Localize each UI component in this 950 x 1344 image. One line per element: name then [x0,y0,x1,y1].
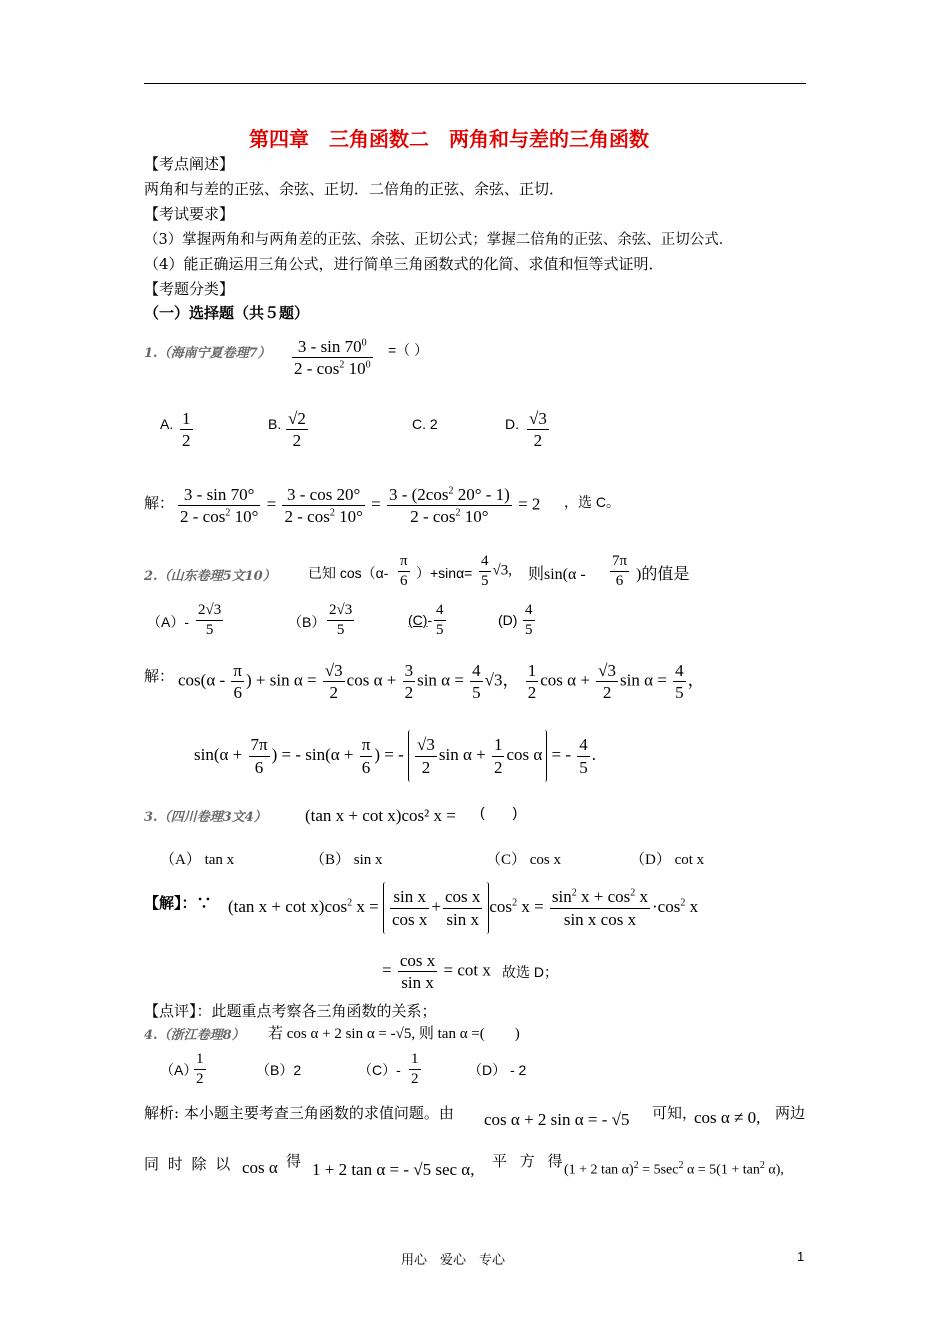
q2-stem-frac-7pi6: $\frac{7\pi}{6}$ [612,553,628,589]
chapter-title: 第四章 三角函数二 两角和与差的三角函数 [249,127,649,151]
q2-option-c: (C)- [408,612,433,628]
q1-option-a-value: $\frac{1}{2}$ [182,409,191,451]
yaoqiu-3: （3）掌握两角和与两角差的正弦、余弦、正切公式；掌握二倍角的正弦、余弦、正切公式． [144,232,734,248]
q2-stem-4: )的值是 [636,566,690,583]
q1-option-c: C. 2 [412,416,438,432]
q2-option-c-value: $\frac{4}{5}$ [436,602,444,638]
q2-stem-frac-pi6: $\frac{\pi}{6}$ [400,553,408,589]
q4-analysis-1c: 两边 [775,1104,806,1122]
q2-option-a: （A）- [147,614,189,630]
q2-head: 2.（山东卷理5文10） [144,569,276,584]
q1-head: 1.（海南宁夏卷理7） [144,346,271,361]
q3-conclude: 故选 D； [502,964,558,980]
header-rule [144,83,806,84]
q1-solution-math: $\frac{3 - \sin 70^\circ}{2 - \cos^2 10^\circ}$ = $\frac{3 - \cos 20^\circ}{2 - \cos^2 10^\circ}$ = $\frac{3 - (2\cos^2 20^\circ - 1)}{2 - \cos^2 10^\circ}$ = 2 [180,485,541,527]
q4-option-a-value: $\frac{1}{2}$ [196,1051,204,1087]
q1-solution-tail: ，选 C。 [564,494,620,510]
q3-head: 3.（四川卷理3文4） [144,810,267,825]
q4-option-b: （B）2 [256,1062,302,1078]
q4-analysis-2b: 得 [286,1152,302,1170]
q2-stem-3: 则sin(α - [528,566,586,583]
q4-analysis-math-3: cos α [242,1158,278,1177]
q4-option-c: （C）- [358,1062,401,1078]
page-number: 1 [797,1249,805,1264]
q1-option-a: A. [160,416,174,432]
q1-option-d-value: $\frac{√3}{2}$ [529,409,547,451]
q2-solution-line1: cos(α - $\frac{\pi}{6}$ ) + sin α = $\frac{√3}{2}$ cos α + $\frac{3}{2}$ sin α = $\frac{4}{5}$ √3， $\frac{1}{2}$ cos α + $\frac{√3}{2}$ sin α = $\frac{4}{5}$ ， [178,661,705,703]
q3-comment: 【点评】：此题重点考察各三角函数的关系； [144,1002,437,1020]
q4-analysis-math-4: 1 + 2 tan α = - √5 sec α, [312,1160,475,1179]
section-yaoqiu: 【考试要求】 [144,205,235,223]
section-fenlei: 【考题分类】 [144,280,235,298]
q3-solution-line2: = $\frac{\text{cos x}}{\text{sin x}}$ = cot x [382,951,491,993]
part1-heading: （一）选择题（共５题） [144,305,310,322]
q2-solution-label: 解： [144,667,175,685]
q2-stem-1: 已知 cos（α- [308,565,389,581]
q2-option-d-value: $\frac{4}{5}$ [525,602,533,638]
q3-solution-line1: (tan $x + \cot x)\cos^2$ x = $\frac{\text{sin x}}{\text{cos x}}$ + $\frac{\text{cos x}}{\text{sin x}}$ $\cos^2 x$ = $\frac{\sin^2 x + \cos^2 x}{\text{sin x cos x}}$ $\cdot\cos^2$ x [228,882,698,934]
q2-option-d: (D) [498,612,518,628]
q3-option-b: （B） sin x [310,852,383,868]
yaoqiu-4: （4）能正确运用三角公式，进行简单三角函数式的化简、求值和恒等式证明． [144,255,664,273]
q3-option-c: （C） cos x [486,852,562,868]
q1-option-d: D. [505,416,519,432]
q4-analysis-math-2: cos α ≠ 0, [694,1108,761,1127]
q4-analysis-2a: 同 时 除 以 [144,1155,233,1173]
q1-option-b-value: $\frac{√2}{2}$ [288,409,306,451]
q1-solution-label: 解： [144,494,175,512]
q4-head: 4.（浙江卷理8） [144,1028,245,1043]
footer-motto: 用心 爱心 专心 [401,1253,506,1268]
q3-option-d: （D） cot x [630,852,705,868]
q2-stem-2: ）+sinα= [416,565,473,581]
q4-analysis-math-1: cos α + 2 sin α = - √5 [484,1110,630,1129]
q2-option-a-value: $\frac{2√3}{5}$ [198,602,222,638]
q2-stem-frac-45: $\frac{4}{5}$ √3, [481,553,512,589]
q4-option-a: （A） [160,1062,198,1078]
q1-option-b: B. [268,416,282,432]
q2-option-b: （B） [288,614,326,630]
q3-stem: (tan x + cot x)cos² x = [305,806,456,825]
q4-analysis-2c: 平 方 得 [492,1152,567,1170]
q3-option-a: （A） tan x [160,852,235,868]
kaodian-text: 两角和与差的正弦、余弦、正切．二倍角的正弦、余弦、正切． [144,180,565,198]
q4-option-d: （D） - 2 [468,1062,527,1078]
q3-paren: ( ) [480,804,518,820]
q1-eq: =（ ） [388,342,429,358]
q4-analysis-1b: 可知， [652,1104,698,1122]
q1-expression: $\frac{3 - \sin 70^0}{2 - \cos^2 10^0}$ [294,337,371,379]
q4-stem: 若 cos α + 2 sin α = -√5, 则 tan α =( ) [268,1026,520,1042]
q2-option-b-value: $\frac{2√3}{5}$ [329,602,353,638]
q4-option-c-value: $\frac{1}{2}$ [411,1051,419,1087]
section-kaodian: 【考点阐述】 [144,155,235,173]
q4-analysis-1: 解析: 本小题主要考查三角函数的求值问题。由 [144,1104,454,1122]
q2-solution-line2: sin(α + $\frac{7\pi}{6}$ ) = - sin(α + $\frac{\pi}{6}$ ) = - $\frac{√3}{2}$ sin α + $\frac{1}{2}$ cos α = - $\frac{4}{5}$ . [194,730,596,782]
q4-analysis-math-5: (1 + 2 $\tan \alpha)^2 = 5\sec^2$ $\alpha = 5(1 + \tan^2 \alpha)$, [564,1160,784,1178]
q3-solution-label: 【解】：∵ [144,894,212,912]
